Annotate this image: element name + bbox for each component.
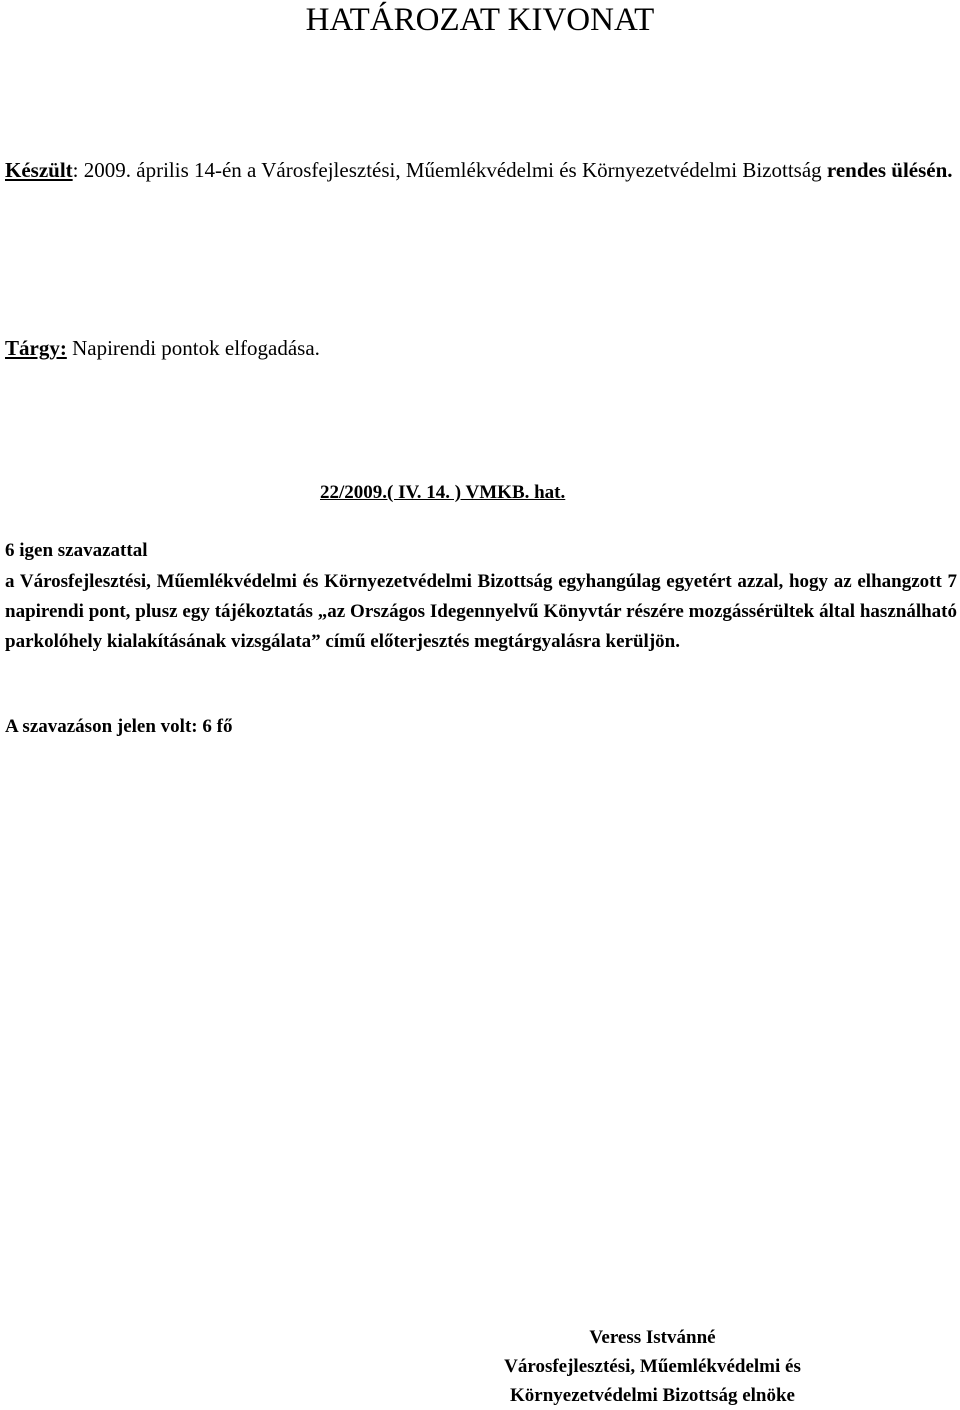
signatory-title-line2: Környezetvédelmi Bizottság elnöke [510,1385,795,1406]
attendance-line: A szavazáson jelen volt: 6 fő [5,716,233,737]
signatory-name: Veress Istvánné [589,1327,716,1348]
made-text: 2009. április 14-én a Városfejlesztési, Műemlékvédelmi és Környezetvédelmi Bizottság [78,158,827,182]
vote-count: 6 igen szavazattal [5,540,148,561]
resolution-number: 22/2009.( IV. 14. ) VMKB. hat. [320,482,566,503]
made-separator: : [72,158,79,182]
subject-paragraph [5,333,320,363]
signature-block [440,1323,865,1410]
resolution-text: a Városfejlesztési, Műemlékvédelmi és Környezetvédelmi Bizottság egyhangúlag egyetért azzal, hogy az elhangzott 7 napirendi pont, plusz egy tájékoztatás „az Országos Idegennyelvű Könyvtár részére mozgássérültek által használható parkolóhely kialakításának vizsgálata” című előterjesztés megtárgyalásra kerüljön. [5,571,957,652]
subject-label: Tárgy: [5,336,67,360]
document-title: HATÁROZAT KIVONAT [305,2,655,38]
signatory-title-line1: Városfejlesztési, Műemlékvédelmi és [504,1356,801,1377]
made-text-bold: rendes ülésén. [826,158,953,182]
made-label: Készült [5,158,73,182]
made-paragraph [5,155,955,185]
subject-text: Napirendi pontok elfogadása. [66,336,320,360]
